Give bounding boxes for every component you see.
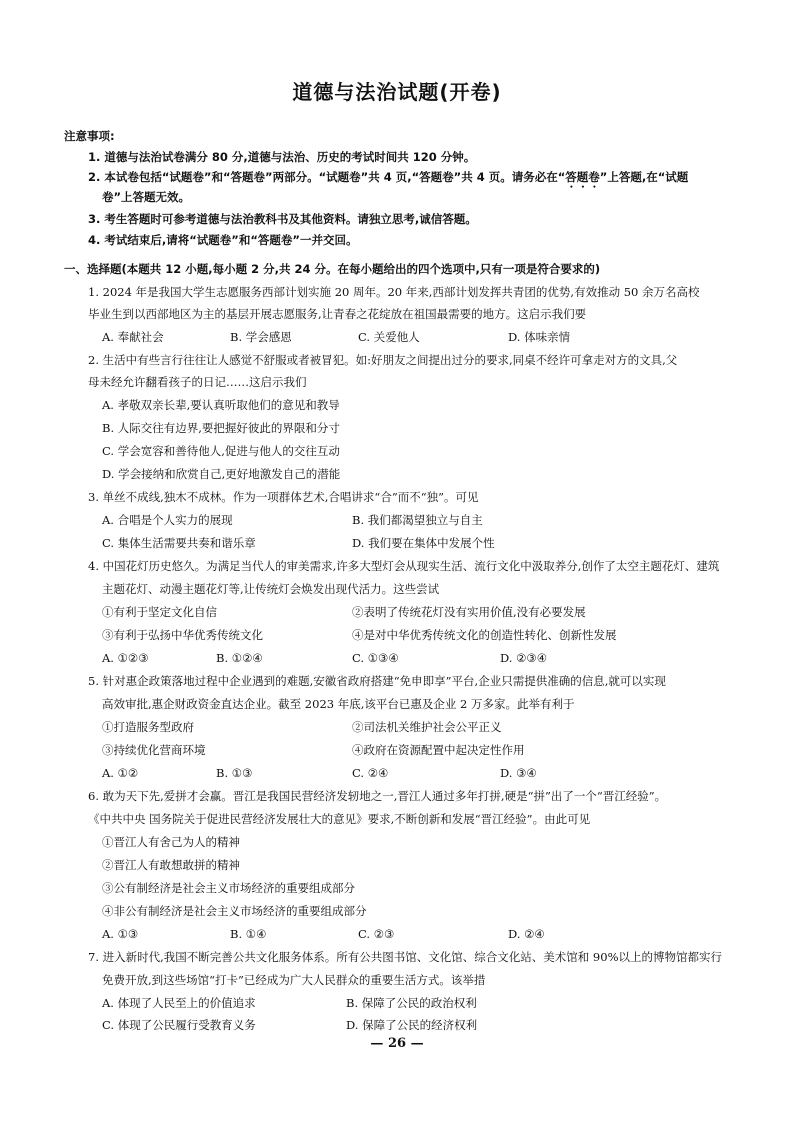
q5-statement-4: ④政府在资源配置中起决定性作用 [352, 743, 525, 757]
q4-stem-line-2: 主题花灯、动漫主题花灯等,让传统灯会焕发出现代活力。这些尝试 [102, 582, 440, 596]
q6-stem-line-2: 《中共中央 国务院关于促进民营经济发展壮大的意见》要求,不断创新和发展“晋江经验”。由此可见 [88, 812, 591, 826]
q7-stem-line-1: 7. 进入新时代,我国不断完善公共文化服务体系。所有公共图书馆、文化馆、综合文化站、美术馆和 90%以上的博物馆都实行 [88, 950, 722, 964]
q5-stem-line-1: 5. 针对惠企政策落地过程中企业遇到的难题,安徽省政府搭建“免申即享”平台,企业只需提供准确的信息,就可以实现 [88, 674, 666, 688]
q4-statement-1: ①有利于坚定文化自信 [102, 605, 217, 619]
q3-option-a: A. 合唱是个人实力的展现 [102, 513, 233, 527]
q5-statement-3: ③持续优化营商环境 [102, 743, 206, 757]
q6-option-c: C. ②③ [358, 927, 395, 941]
q4-statement-3: ③有利于弘扬中华优秀传统文化 [102, 628, 263, 642]
notice-item-2-emphasis: “答题卷” [557, 170, 608, 184]
page-number: — 26 — [370, 1036, 424, 1051]
q1-stem-line-1: 1. 2024 年是我国大学生志愿服务西部计划实施 20 周年。20 年来,西部计划发挥共青团的优势,有效推动 50 余万名高校 [88, 285, 700, 299]
q6-option-d: D. ②④ [508, 927, 545, 941]
q5-stem-line-2: 高效审批,惠企财政资金直达企业。截至 2023 年底,该平台已惠及企业 2 万多家。此举有利于 [102, 697, 575, 711]
q4-option-b: B. ①②④ [216, 651, 263, 665]
q3-option-c: C. 集体生活需要共奏和谐乐章 [102, 536, 256, 550]
q1-stem-line-2: 毕业生到以西部地区为主的基层开展志愿服务,让青春之花绽放在祖国最需要的地方。这启示我们要 [88, 307, 587, 321]
q2-option-a: A. 孝敬双亲长辈,要认真听取他们的意见和教导 [102, 398, 340, 412]
q5-statement-1: ①打造服务型政府 [102, 720, 194, 734]
q6-statement-3: ③公有制经济是社会主义市场经济的重要组成部分 [102, 881, 355, 895]
q4-option-a: A. ①②③ [102, 651, 149, 665]
q5-option-b: B. ①③ [216, 766, 253, 780]
q6-option-b: B. ①④ [230, 927, 267, 941]
q7-option-b: B. 保障了公民的政治权利 [346, 996, 477, 1010]
q6-statement-2: ②晋江人有敢想敢拼的精神 [102, 858, 240, 872]
q2-option-d: D. 学会接纳和欣赏自己,更好地激发自己的潜能 [102, 467, 341, 481]
q6-statement-1: ①晋江人有舍己为人的精神 [102, 835, 240, 849]
notice-item-2-text: 2. 本试卷包括“试题卷”和“答题卷”两部分。“试题卷”共 4 页,“答题卷”共 4 页。请务必在 [88, 170, 558, 184]
notice-item-2 [88, 170, 688, 191]
q2-option-c: C. 学会宽容和善待他人,促进与他人的交往互动 [102, 444, 340, 458]
q6-option-a: A. ①③ [102, 927, 139, 941]
q6-stem-line-1: 6. 敢为天下先,爱拼才会赢。晋江是我国民营经济发轫地之一,晋江人通过多年打拼,硬是“拼”出了一个“晋江经验”。 [88, 789, 667, 803]
q7-option-a: A. 体现了人民至上的价值追求 [102, 996, 256, 1010]
q7-option-d: D. 保障了公民的经济权利 [346, 1018, 478, 1032]
q3-stem: 3. 单丝不成线,独木不成林。作为一项群体艺术,合唱讲求“合”而不“独”。可见 [88, 490, 479, 504]
section-heading: 一、选择题(本题共 12 小题,每小题 2 分,共 24 分。在每小题给出的四个选项中,只有一项是符合要求的) [64, 262, 601, 276]
q6-statement-4: ④非公有制经济是社会主义市场经济的重要组成部分 [102, 904, 367, 918]
q4-statement-4: ④是对中华优秀传统文化的创造性转化、创新性发展 [352, 628, 617, 642]
q2-stem-line-2: 母未经允许翻看孩子的日记……这启示我们 [88, 375, 307, 389]
q3-option-b: B. 我们都渴望独立与自主 [352, 513, 483, 527]
notice-item-1: 1. 道德与法治试卷满分 80 分,道德与法治、历史的考试时间共 120 分钟。 [88, 150, 476, 164]
q5-option-a: A. ①② [102, 766, 139, 780]
q5-statement-2: ②司法机关维护社会公平正义 [352, 720, 502, 734]
notice-item-4: 4. 考试结束后,请将“试题卷”和“答题卷”一并交回。 [88, 233, 358, 247]
notice-heading: 注意事项: [64, 129, 115, 143]
q1-option-b: B. 学会感恩 [230, 330, 292, 344]
q1-option-a: A. 奉献社会 [102, 330, 164, 344]
q4-stem-line-1: 4. 中国花灯历史悠久。为满足当代人的审美需求,许多大型灯会从现实生活、流行文化中汲取养分,创作了太空主题花灯、建筑 [88, 559, 720, 573]
notice-item-2-tail: 上答题,在“试题 [607, 170, 689, 184]
q5-option-d: D. ③④ [500, 766, 537, 780]
q7-option-c: C. 体现了公民履行受教育义务 [102, 1018, 256, 1032]
q5-option-c: C. ②④ [352, 766, 389, 780]
q7-stem-line-2: 免费开放,到这些场馆“打卡”已经成为广大人民群众的重要生活方式。该举措 [102, 973, 486, 987]
notice-item-2-cont: 卷”上答题无效。 [102, 190, 191, 204]
notice-item-3: 3. 考生答题时可参考道德与法治教科书及其他资料。请独立思考,诚信答题。 [88, 212, 477, 226]
q2-option-b: B. 人际交往有边界,要把握好彼此的界限和分寸 [102, 421, 340, 435]
q2-stem-line-1: 2. 生活中有些言行往往让人感觉不舒服或者被冒犯。如:好朋友之间提出过分的要求,同桌不经许可拿走对方的文具,父 [88, 353, 678, 367]
q1-option-c: C. 关爱他人 [358, 330, 420, 344]
page-title: 道德与法治试题(开卷) [292, 80, 502, 104]
q4-option-c: C. ①③④ [352, 651, 399, 665]
q4-option-d: D. ②③④ [500, 651, 548, 665]
q3-option-d: D. 我们要在集体中发展个性 [352, 536, 495, 550]
q4-statement-2: ②表明了传统花灯没有实用价值,没有必要发展 [352, 605, 586, 619]
q1-option-d: D. 体味亲情 [508, 330, 571, 344]
